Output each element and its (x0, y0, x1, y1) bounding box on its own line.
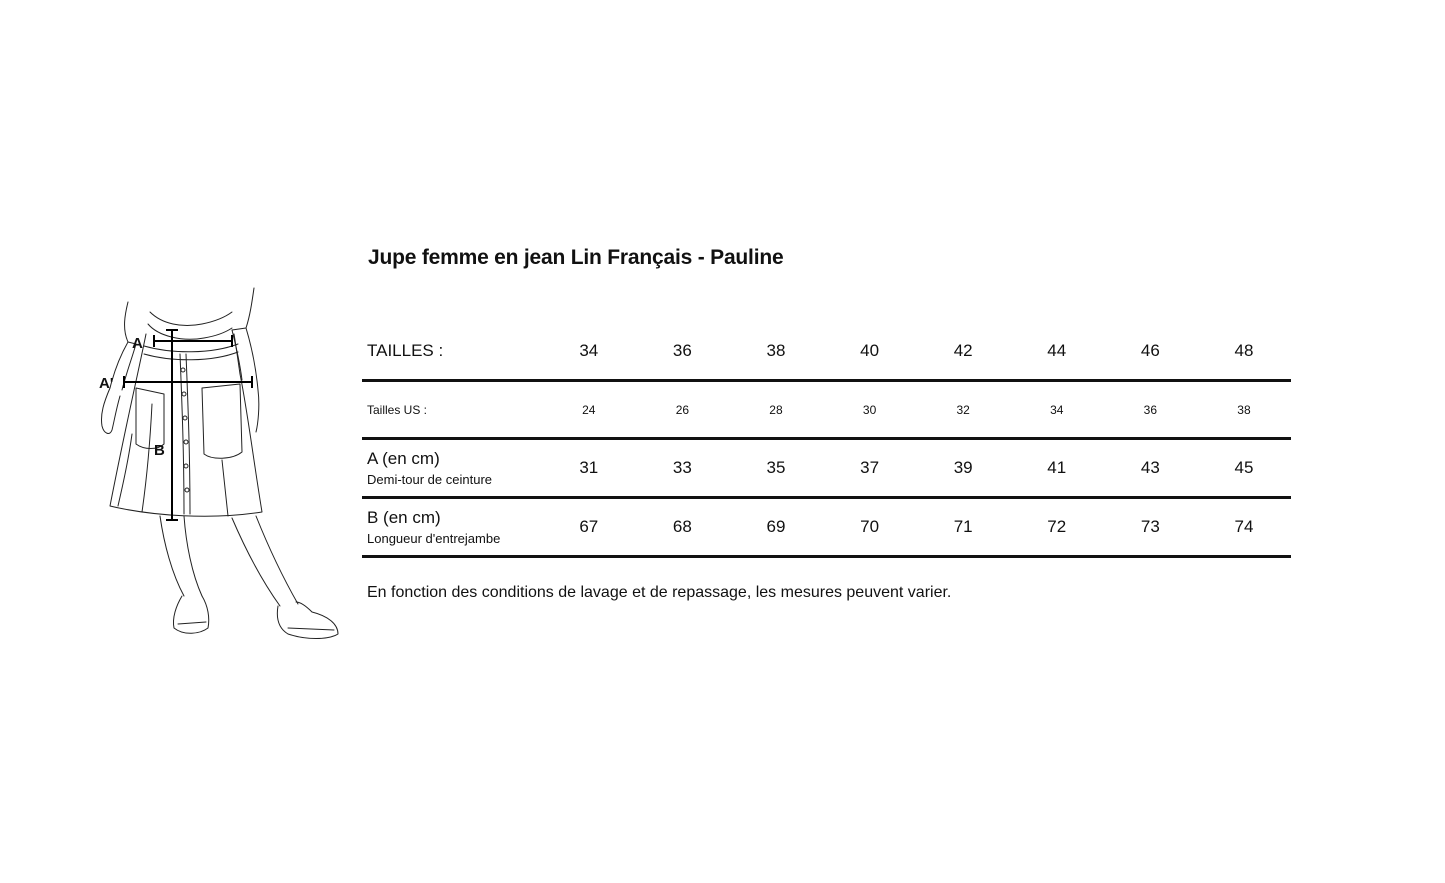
us-sizes-label: Tailles US : (367, 402, 428, 417)
measure-b-cell: 67 (579, 517, 599, 536)
measure-a-cell: 43 (1140, 458, 1160, 477)
size-header-cell: 48 (1234, 340, 1254, 360)
us-size-cell: 28 (769, 402, 783, 417)
marker-b-label: B (154, 442, 165, 459)
table-row-a (362, 440, 1291, 499)
measure-b-cell: 72 (1047, 517, 1067, 536)
size-header-cell: 46 (1140, 340, 1160, 360)
skirt-illustration (92, 284, 342, 650)
size-header-cell: 36 (672, 340, 692, 360)
sizes-header-label: TAILLES : (367, 340, 444, 360)
size-chart-table (362, 322, 1291, 558)
us-size-cell: 26 (675, 402, 690, 417)
measure-b-cell: 68 (672, 517, 692, 536)
header-cells (542, 322, 1291, 379)
us-size-cells (542, 382, 1291, 437)
measure-b-sublabel: Longueur d'entrejambe (367, 531, 501, 546)
row-label (367, 322, 443, 379)
measure-a-cell: 31 (579, 458, 599, 477)
chart-title: Jupe femme en jean Lin Français - Pauline (368, 246, 784, 269)
skirt-figure-drawing (92, 284, 342, 650)
measure-b-label: B (en cm) (367, 508, 441, 527)
measure-b-cell: 73 (1140, 517, 1160, 536)
measure-a-cell: 39 (953, 458, 973, 477)
row-label (367, 382, 427, 437)
size-header-cell: 42 (953, 340, 973, 360)
size-header-cell: 40 (860, 340, 880, 360)
measure-a-label: A (en cm) (367, 449, 440, 468)
measure-b-cell: 71 (953, 517, 973, 536)
us-size-cell: 24 (582, 402, 596, 417)
row-label (367, 499, 500, 555)
measure-b-cells (542, 499, 1291, 555)
measure-a-cell: 33 (672, 458, 692, 477)
measure-a-sublabel: Demi-tour de ceinture (367, 472, 492, 487)
measure-b-cell: 70 (860, 517, 880, 536)
table-row-b (362, 499, 1291, 558)
measure-a-cell: 37 (860, 458, 880, 477)
us-size-cell: 32 (956, 402, 970, 417)
measure-b-cell: 69 (766, 517, 786, 536)
row-label (367, 440, 492, 496)
us-size-cell: 36 (1143, 402, 1158, 417)
measure-a-cells (542, 440, 1291, 496)
marker-a-label: A (132, 335, 143, 352)
measure-a-cell: 35 (766, 458, 786, 477)
us-size-cell: 38 (1237, 402, 1251, 417)
measure-a-cell: 45 (1234, 458, 1254, 477)
us-size-cell: 34 (1050, 402, 1064, 417)
us-size-cell: 30 (862, 402, 877, 417)
measure-b-cell: 74 (1234, 517, 1254, 536)
size-header-cell: 34 (579, 340, 599, 360)
measurement-note: En fonction des conditions de lavage et de repassage, les mesures peuvent varier. (367, 584, 952, 601)
table-header-row (362, 322, 1291, 382)
size-header-cell: 38 (766, 340, 786, 360)
marker-a-prime-label: A' (99, 375, 114, 392)
measure-a-cell: 41 (1047, 458, 1067, 477)
size-header-cell: 44 (1047, 340, 1067, 360)
table-row-us-sizes (362, 382, 1291, 440)
